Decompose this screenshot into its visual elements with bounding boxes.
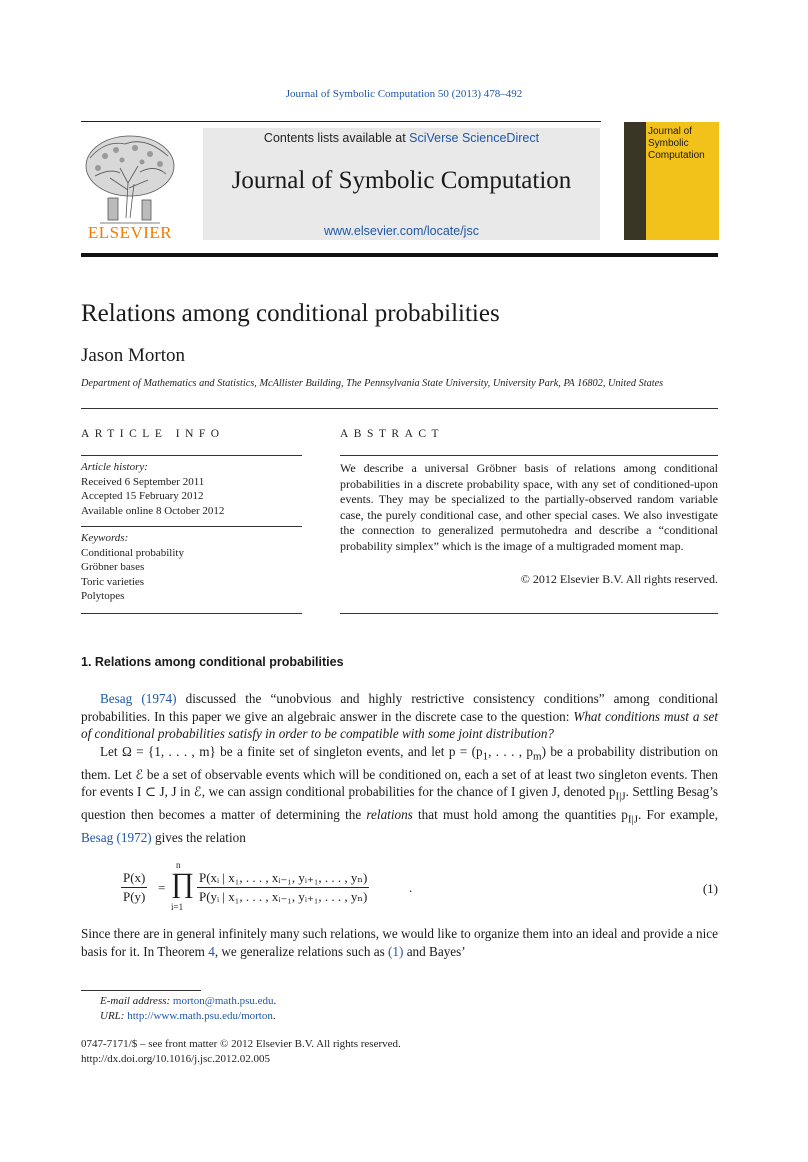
keyword-item: Polytopes <box>81 590 125 602</box>
equation-period: . <box>409 880 413 895</box>
rhs-denominator: P(yᵢ | x₁, . . . , xᵢ₋₁, yᵢ₊₁, . . . , yₙ) <box>199 889 368 904</box>
body-paragraphs-continued <box>81 925 718 960</box>
theorem-link[interactable]: 4 <box>208 943 215 959</box>
keyword-item: Gröbner bases <box>81 561 145 573</box>
history-received: Received 6 September 2011 <box>81 475 205 488</box>
keyword-item: Conditional probability <box>81 546 184 559</box>
paragraph-text: . For example, <box>638 807 718 823</box>
article-info-rule <box>81 455 302 456</box>
contents-line <box>203 131 600 145</box>
paragraph-text: that must hold among the quantities p <box>412 807 628 823</box>
equals-sign: = <box>158 880 166 895</box>
cover-title-line: Computation <box>648 150 705 161</box>
paragraph-text: and Bayes’ <box>403 943 466 959</box>
cover-title-line: Journal of <box>648 126 692 137</box>
journal-title: Journal of Symbolic Computation <box>231 167 572 194</box>
keywords-heading: Keywords: <box>81 532 129 544</box>
doi-link[interactable]: http://dx.doi.org/10.1016/j.jsc.2012.02.005 <box>81 1053 270 1065</box>
url-label: URL: <box>100 1010 125 1022</box>
paragraph <box>81 690 718 743</box>
paragraph-text: Since there are in general infinitely many such relations, we would like to organize them into an ideal and provide a nice basis for it. In Theorem <box>81 926 718 959</box>
subscript: I|J <box>615 790 626 803</box>
subscript: I|J <box>627 813 639 826</box>
issn-line: 0747-7171/$ – see front matter © 2012 Elsevier B.V. All rights reserved. <box>81 1038 401 1050</box>
equation-rhs <box>197 870 369 905</box>
abstract-copyright: © 2012 Elsevier B.V. All rights reserved. <box>520 572 718 586</box>
history-heading: Article history: <box>81 461 148 473</box>
article-history <box>81 460 224 518</box>
product-symbol: ∏ <box>171 868 195 899</box>
equation-lhs <box>121 870 147 905</box>
homepage-link[interactable]: http://www.math.psu.edu/morton <box>127 1010 273 1022</box>
paragraph <box>81 743 718 847</box>
header-thick-rule <box>81 253 718 257</box>
citation-link[interactable]: Besag (1972) <box>81 830 152 846</box>
product-lower-limit: i=1 <box>171 902 184 912</box>
cover-title <box>648 126 705 162</box>
footnote-rule <box>81 990 201 991</box>
lhs-denominator: P(y) <box>123 889 146 904</box>
body-paragraphs <box>81 690 718 847</box>
footnote-email: E-mail address: morton@math.psu.edu. <box>100 995 277 1007</box>
question-text: What conditions must a set of conditional probabilities satisfy in order to be compatible with some joint distribution? <box>81 708 718 741</box>
keywords-rule <box>81 526 302 527</box>
article-info-heading: ARTICLE INFO <box>81 428 225 440</box>
sciencedirect-link[interactable]: SciVerse ScienceDirect <box>409 131 540 145</box>
header-top-rule <box>81 121 601 122</box>
subscript: 1 <box>482 750 489 763</box>
cover-spine <box>624 122 646 240</box>
abstract-text: We describe a universal Gröbner basis of relations among conditional probabilities in a discrete probability space, with any set of conditioned-upon events. They may be specialized to the partially-observed random variable case, the purely conditional case, and other special cases. We also investigate the connection to generalized permutohedra and describe a “conditional probability simplex” which is the image of a multigraded moment map. <box>340 461 718 553</box>
author-affiliation: Department of Mathematics and Statistics, McAllister Building, The Pennsylvania State University, University Park, PA 16802, United States <box>81 378 664 389</box>
equation-1 <box>81 860 718 916</box>
paragraph <box>81 925 718 960</box>
journal-cover-image <box>624 122 719 240</box>
author-name: Jason Morton <box>81 345 185 366</box>
title-bottom-rule <box>81 408 718 409</box>
history-online: Available online 8 October 2012 <box>81 504 225 517</box>
subscript: m <box>533 750 542 763</box>
paragraph-text: Let Ω = {1, . . . , m} be a finite set of singleton events, and let p = (p <box>100 743 483 759</box>
paragraph-text: , . . . , p <box>488 743 534 759</box>
equation-link[interactable]: (1) <box>388 943 404 959</box>
citation-link[interactable]: Besag (1974) <box>100 691 177 706</box>
journal-reference-link[interactable]: Journal of Symbolic Computation 50 (2013) 478–492 <box>285 88 523 100</box>
emphasis: relations <box>366 807 413 823</box>
history-accepted: Accepted 15 February 2012 <box>81 490 204 502</box>
equation-number: (1) <box>702 881 718 896</box>
paragraph-text: , we generalize relations such as <box>214 943 389 959</box>
paragraph-text: . Settling Besag’s question then becomes a matter of determining the <box>81 784 718 823</box>
lhs-numerator: P(x) <box>121 870 147 888</box>
article-info-bottom-rule <box>81 613 302 614</box>
elsevier-wordmark: ELSEVIER <box>87 223 173 242</box>
abstract-bottom-rule <box>340 613 718 614</box>
footnote-url: URL: http://www.math.psu.edu/morton. <box>100 1010 276 1022</box>
rhs-numerator: P(xᵢ | x₁, . . . , xᵢ₋₁, yᵢ₊₁, . . . , yₙ) <box>197 870 369 888</box>
contents-prefix: Contents lists available at <box>263 131 410 145</box>
keyword-item: Toric varieties <box>81 575 145 588</box>
paper-title: Relations among conditional probabilities <box>81 300 500 327</box>
abstract-top-rule <box>340 455 718 456</box>
paragraph-text: ) be a probability distribution on them. Let ℰ be a set of observable events which will be conditioned on, each a set of at least two singleton events. Then for events I ⊂ J, J in ℰ, we can assign conditional probabilities for the chance of I given J, denoted p <box>81 743 718 800</box>
product-upper-limit: n <box>176 860 181 870</box>
paragraph-text: gives the relation <box>151 830 246 846</box>
keywords-block <box>81 531 184 604</box>
email-label: E-mail address: <box>100 995 171 1007</box>
journal-url-link[interactable]: www.elsevier.com/locate/jsc <box>324 224 479 238</box>
abstract-heading: ABSTRACT <box>340 428 445 440</box>
section-heading: 1. Relations among conditional probabilities <box>81 655 344 669</box>
cover-title-line: Symbolic <box>648 138 689 149</box>
paragraph-text: discussed the “unobvious and highly restrictive consistency conditions” among conditional probabilities. In this paper we give an algebraic answer in the discrete case to the question: <box>81 691 719 724</box>
email-link[interactable]: morton@math.psu.edu <box>172 995 274 1007</box>
